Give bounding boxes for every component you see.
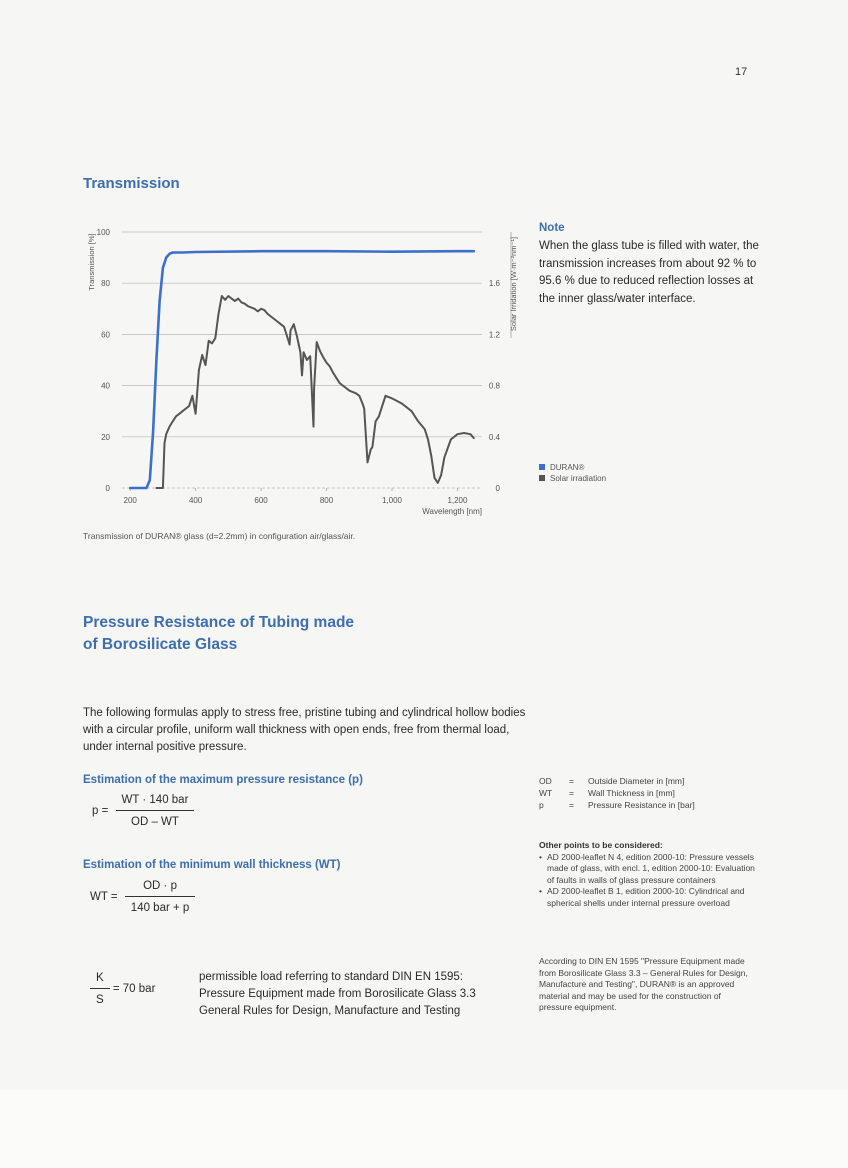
ks-rhs: = 70 bar <box>112 983 156 995</box>
intro-paragraph: The following formulas apply to stress free, pristine tubing and cylindrical hollow bodies with a circular profile, uniform wall thickness with open ends, free from thermal load, under internal positive pressure. <box>83 707 526 753</box>
definitions-table <box>539 775 695 811</box>
min-wall-formula <box>90 880 195 914</box>
def-eq: = <box>569 776 574 786</box>
ks-numerator: K <box>90 972 110 989</box>
y2-tick-label: 1.6 <box>488 279 500 289</box>
y-tick-label: 0 <box>105 484 110 493</box>
min-formula-numerator: OD · p <box>125 880 196 897</box>
max-formula-denominator: OD – WT <box>131 816 179 828</box>
x-axis-label: Wavelength [nm] <box>422 507 482 516</box>
pressure-heading-line1: Pressure Resistance of Tubing made <box>83 614 355 631</box>
y-tick-label: 40 <box>101 381 110 391</box>
max-formula-fraction <box>116 794 195 828</box>
def-abbr: OD <box>539 776 552 786</box>
chart-legend <box>539 462 606 484</box>
x-tick-label: 400 <box>188 496 203 505</box>
y-tick-label: 60 <box>101 330 110 340</box>
definition-row <box>539 787 695 799</box>
pressure-heading-line2: of Borosilicate Glass <box>83 636 238 653</box>
solar-irradiation-line <box>156 296 473 488</box>
max-pressure-formula <box>92 794 194 828</box>
page-number: 17 <box>735 66 748 78</box>
y-tick-label: 20 <box>101 432 110 442</box>
note-title: Note <box>539 222 565 234</box>
list-item: • AD 2000-leaflet B 1, edition 2000-10: Cylindrical and spherical shells under internal pressure overload <box>539 886 759 909</box>
list-item: • AD 2000-leaflet N 4, edition 2000-10: Pressure vessels made of glass, with encl. 1, edition 2000-10: Evaluation of faults in walls of glass pressure containers <box>539 852 759 887</box>
legend-label-solar: Solar irradiation <box>550 474 607 483</box>
y-tick-label: 100 <box>96 228 110 237</box>
y2-axis-label: Solar Irridation [W·m⁻²nm⁻¹] <box>509 236 518 332</box>
x-tick-label: 600 <box>254 496 268 505</box>
ks-denominator: S <box>96 994 104 1006</box>
y2-tick-label: 0.8 <box>488 381 500 391</box>
ks-note-line: General Rules for Design, Manufacture and Testing <box>199 1005 461 1017</box>
def-eq: = <box>569 800 574 810</box>
ks-note-line: Pressure Equipment made from Borosilicate Glass 3.3 <box>199 988 476 1000</box>
page-bottom-band <box>0 1090 848 1168</box>
y2-tick-label: 1.2 <box>488 330 500 340</box>
pressure-heading <box>83 612 403 656</box>
def-text: Outside Diameter in [mm] <box>588 776 685 786</box>
transmission-chart <box>80 220 530 525</box>
din-note: According to DIN EN 1595 "Pressure Equipment made from Borosilicate Glass 3.3 – General Rules for Design, Manufacture and Testing", DURAN® is an approved material and may be used for the construction of pressure equipment. <box>539 956 748 1012</box>
x-tick-label: 200 <box>123 496 137 505</box>
x-tick-label: 800 <box>319 496 334 505</box>
ks-note-line: permissible load referring to standard DIN EN 1595: <box>199 971 463 983</box>
y-tick-label: 80 <box>101 279 110 289</box>
ks-formula <box>90 972 155 1006</box>
chart-caption: Transmission of DURAN® glass (d=2.2mm) in configuration air/glass/air. <box>83 531 356 541</box>
min-formula-denominator: 140 bar + p <box>130 902 190 914</box>
note-text: When the glass tube is filled with water, the transmission increases from about 92 % to 95.6 % due to reduced reflection losses at the inner glass/water interface. <box>539 240 759 305</box>
def-text: Wall Thickness in [mm] <box>588 788 675 798</box>
other-points-list <box>539 852 759 910</box>
max-pressure-title: Estimation of the maximum pressure resistance (p) <box>83 774 363 786</box>
def-abbr: WT <box>539 788 553 798</box>
y2-tick-label: 0.4 <box>488 432 500 442</box>
def-abbr: p <box>539 800 544 810</box>
other-points <box>539 840 759 909</box>
ks-note <box>199 969 499 1020</box>
def-text: Pressure Resistance in [bar] <box>588 800 695 810</box>
max-formula-numerator: WT · 140 bar <box>116 794 195 811</box>
legend-label-duran: DURAN® <box>550 463 585 472</box>
other-points-title: Other points to be considered: <box>539 840 663 850</box>
min-formula-lhs: WT = <box>90 891 118 903</box>
transmission-heading: Transmission <box>83 175 180 192</box>
legend-item-duran <box>539 462 606 473</box>
definition-row <box>539 799 695 811</box>
def-eq: = <box>569 788 574 798</box>
legend-swatch-duran <box>539 464 545 470</box>
min-formula-fraction <box>125 880 196 914</box>
max-formula-lhs: p = <box>92 805 109 817</box>
legend-item-solar <box>539 473 606 484</box>
x-tick-label: 1,000 <box>381 496 403 505</box>
y2-tick-label: 0 <box>495 484 500 493</box>
y-axis-label: Transmission [%] <box>87 233 96 291</box>
ks-fraction <box>90 972 110 1006</box>
x-tick-label: 1,200 <box>447 496 468 505</box>
legend-swatch-solar <box>539 475 545 481</box>
definition-row <box>539 775 695 787</box>
min-wall-title: Estimation of the minimum wall thickness (WT) <box>83 859 341 871</box>
